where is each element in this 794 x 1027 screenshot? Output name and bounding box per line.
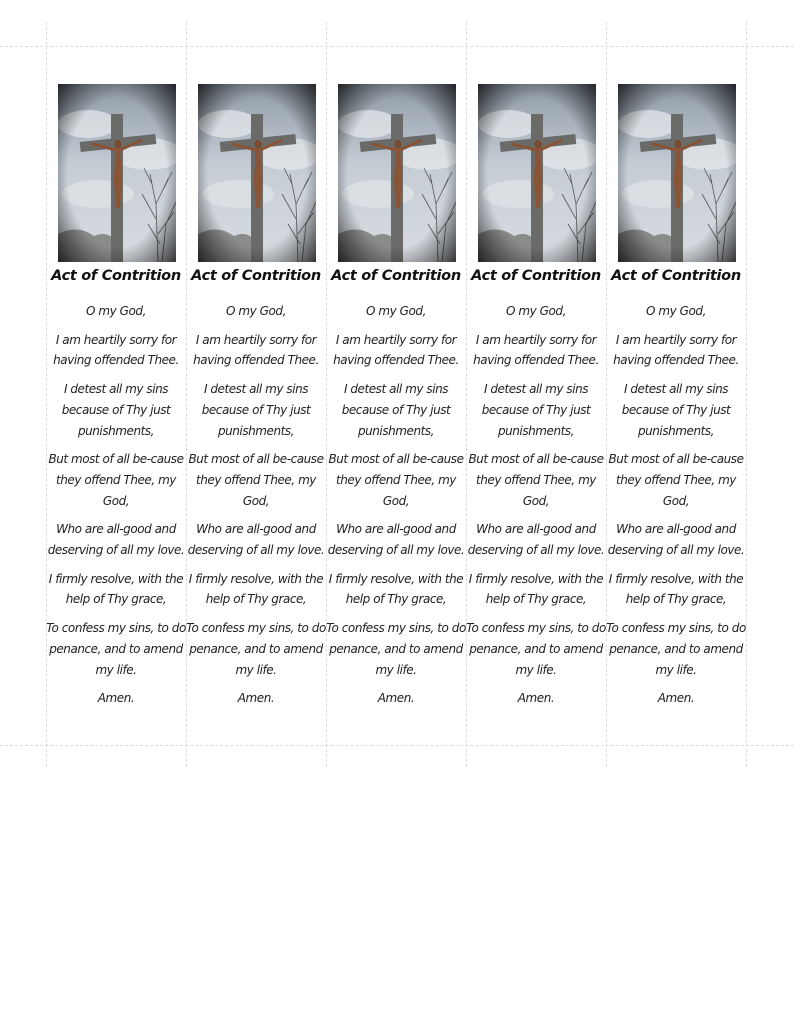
prayer-line: I am heartily sorry for having offended Thee.: [53, 332, 179, 368]
prayer-text: [46, 301, 186, 717]
prayer-line: To confess my sins, to do penance, and to amend my life.: [466, 621, 606, 677]
bookmark: [606, 46, 746, 746]
prayer-line: O my God,: [226, 304, 286, 318]
bookmark-title: Act of Contrition: [191, 268, 321, 284]
prayer-line: I detest all my sins because of Thy just punishments,: [61, 382, 171, 438]
prayer-line: Who are all-good and deserving of all my love.: [47, 522, 185, 558]
prayer-line: I am heartily sorry for having offended Thee.: [193, 332, 319, 368]
prayer-line: I firmly resolve, with the help of Thy grace,: [608, 571, 744, 607]
prayer-line: But most of all be-cause they offend Thee, my God,: [468, 452, 604, 508]
prayer-amen: Amen.: [517, 691, 555, 706]
prayer-line: O my God,: [646, 304, 706, 318]
prayer-line: But most of all be-cause they offend Thee, my God,: [188, 452, 324, 508]
crucifix-photo: [618, 84, 736, 262]
prayer-line: To confess my sins, to do penance, and to amend my life.: [326, 621, 466, 677]
prayer-line: I firmly resolve, with the help of Thy grace,: [328, 571, 464, 607]
prayer-line: Who are all-good and deserving of all my love.: [327, 522, 465, 558]
prayer-line: But most of all be-cause they offend Thee, my God,: [48, 452, 184, 508]
crucifix-photo: [478, 84, 596, 262]
prayer-line: Who are all-good and deserving of all my love.: [187, 522, 325, 558]
bookmark: [186, 46, 326, 746]
prayer-line: I detest all my sins because of Thy just punishments,: [481, 382, 591, 438]
bookmark-sheet: [46, 46, 748, 746]
bookmark: [326, 46, 466, 746]
prayer-line: Who are all-good and deserving of all my love.: [607, 522, 745, 558]
crucifix-photo: [338, 84, 456, 262]
prayer-line: I firmly resolve, with the help of Thy grace,: [48, 571, 184, 607]
prayer-line: I detest all my sins because of Thy just punishments,: [341, 382, 451, 438]
prayer-amen: Amen.: [657, 691, 695, 706]
prayer-line: I firmly resolve, with the help of Thy grace,: [468, 571, 604, 607]
prayer-line: O my God,: [86, 304, 146, 318]
prayer-amen: Amen.: [97, 691, 135, 706]
bookmark-title: Act of Contrition: [51, 268, 181, 284]
prayer-line: I detest all my sins because of Thy just punishments,: [201, 382, 311, 438]
prayer-text: [466, 301, 606, 717]
prayer-line: O my God,: [506, 304, 566, 318]
prayer-line: I am heartily sorry for having offended Thee.: [333, 332, 459, 368]
prayer-line: To confess my sins, to do penance, and to amend my life.: [186, 621, 326, 677]
crucifix-photo: [198, 84, 316, 262]
bookmark: [46, 46, 186, 746]
prayer-line: I am heartily sorry for having offended Thee.: [613, 332, 739, 368]
prayer-line: But most of all be-cause they offend Thee, my God,: [328, 452, 464, 508]
prayer-line: But most of all be-cause they offend Thee, my God,: [608, 452, 744, 508]
prayer-amen: Amen.: [377, 691, 415, 706]
prayer-text: [186, 301, 326, 717]
prayer-line: To confess my sins, to do penance, and to amend my life.: [606, 621, 746, 677]
prayer-line: O my God,: [366, 304, 426, 318]
crucifix-photo: [58, 84, 176, 262]
prayer-line: To confess my sins, to do penance, and to amend my life.: [46, 621, 186, 677]
prayer-text: [326, 301, 466, 717]
prayer-amen: Amen.: [237, 691, 275, 706]
bookmark-title: Act of Contrition: [611, 268, 741, 284]
prayer-line: I am heartily sorry for having offended Thee.: [473, 332, 599, 368]
bookmark-title: Act of Contrition: [471, 268, 601, 284]
bookmark-title: Act of Contrition: [331, 268, 461, 284]
prayer-line: Who are all-good and deserving of all my love.: [467, 522, 605, 558]
prayer-line: I detest all my sins because of Thy just punishments,: [621, 382, 731, 438]
bookmark: [466, 46, 606, 746]
prayer-text: [606, 301, 746, 717]
prayer-line: I firmly resolve, with the help of Thy grace,: [188, 571, 324, 607]
